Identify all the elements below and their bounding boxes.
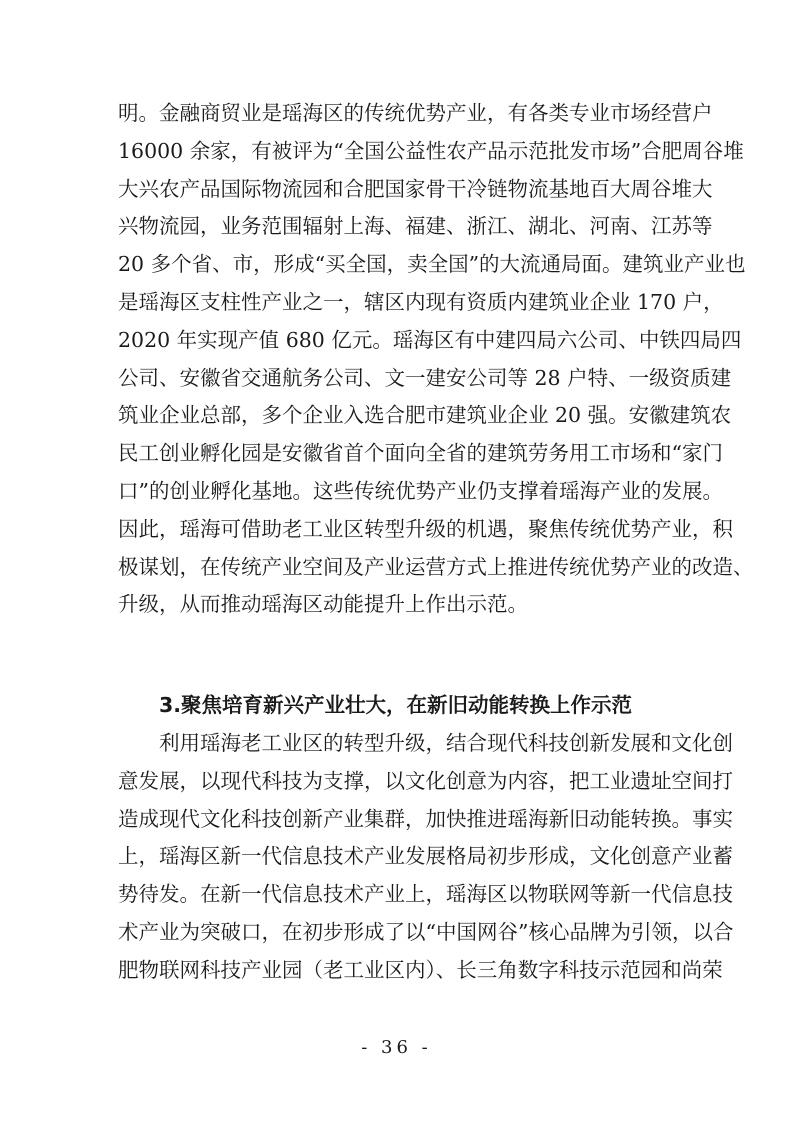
- paragraph-line: 2020 年实现产值 680 亿元。瑶海区有中建四局六公司、中铁四局四: [118, 327, 742, 352]
- paragraph-line: 16000 余家，有被评为“全国公益性农产品示范批发市场”合肥周谷堆: [118, 138, 744, 163]
- paragraph-line: 造成现代文化科技创新产业集群，加快推进瑶海新旧动能转换。事实: [118, 806, 733, 831]
- paragraph-line: 利用瑶海老工业区的转型升级，结合现代科技创新发展和文化创: [159, 731, 733, 755]
- paragraph-line: 肥物联网科技产业园（老工业区内）、长三角数字科技示范园和尚荣: [118, 957, 723, 982]
- paragraph-line: 民工创业孵化园是安徽省首个面向全省的建筑劳务用工市场和“家门: [118, 441, 723, 466]
- paragraph-line: 大兴农产品国际物流园和合肥国家骨干冷链物流基地百大周谷堆大: [118, 176, 713, 201]
- paragraph-line: 上，瑶海区新一代信息技术产业发展格局初步形成，文化创意产业蓄: [118, 844, 733, 869]
- paragraph-line: 极谋划，在传统产业空间及产业运营方式上推进传统优势产业的改造、: [118, 554, 754, 579]
- paragraph-line: 口”的创业孵化基地。这些传统优势产业仍支撑着瑶海产业的发展。: [118, 478, 723, 503]
- section-heading: 3.聚焦培育新兴产业壮大，在新旧动能转换上作示范: [159, 693, 633, 717]
- paragraph-line: 势待发。在新一代信息技术产业上，瑶海区以物联网等新一代信息技: [118, 882, 733, 907]
- paragraph-line: 筑业企业总部，多个企业入选合肥市建筑业企业 20 强。安徽建筑农: [118, 403, 732, 428]
- paragraph-line: 公司、安徽省交通航务公司、文一建安公司等 28 户特、一级资质建: [118, 365, 732, 390]
- paragraph-1: [118, 95, 754, 624]
- page-number: - 36 -: [361, 1037, 432, 1058]
- paragraph-line: 因此，瑶海可借助老工业区转型升级的机遇，聚焦传统优势产业，积: [118, 516, 733, 541]
- paragraph-line: 是瑶海区支柱性产业之一，辖区内现有资质内建筑业企业 170 户，: [118, 289, 724, 314]
- paragraph-line: 升级，从而推动瑶海区动能提升上作出示范。: [118, 592, 528, 617]
- paragraph-2: [118, 725, 734, 990]
- paragraph-line: 术产业为突破口，在初步形成了以“中国网谷”核心品牌为引领，以合: [118, 919, 734, 944]
- paragraph-line: 明。金融商贸业是瑶海区的传统优势产业，有各类专业市场经营户: [118, 101, 713, 125]
- paragraph-line: 兴物流园，业务范围辐射上海、福建、浙江、湖北、河南、江苏等: [118, 214, 713, 239]
- paragraph-line: 意发展，以现代科技为支撑，以文化创意为内容，把工业遗址空间打: [118, 768, 733, 793]
- paragraph-line: 20 多个省、市，形成“买全国，卖全国”的大流通局面。建筑业产业也: [118, 252, 746, 277]
